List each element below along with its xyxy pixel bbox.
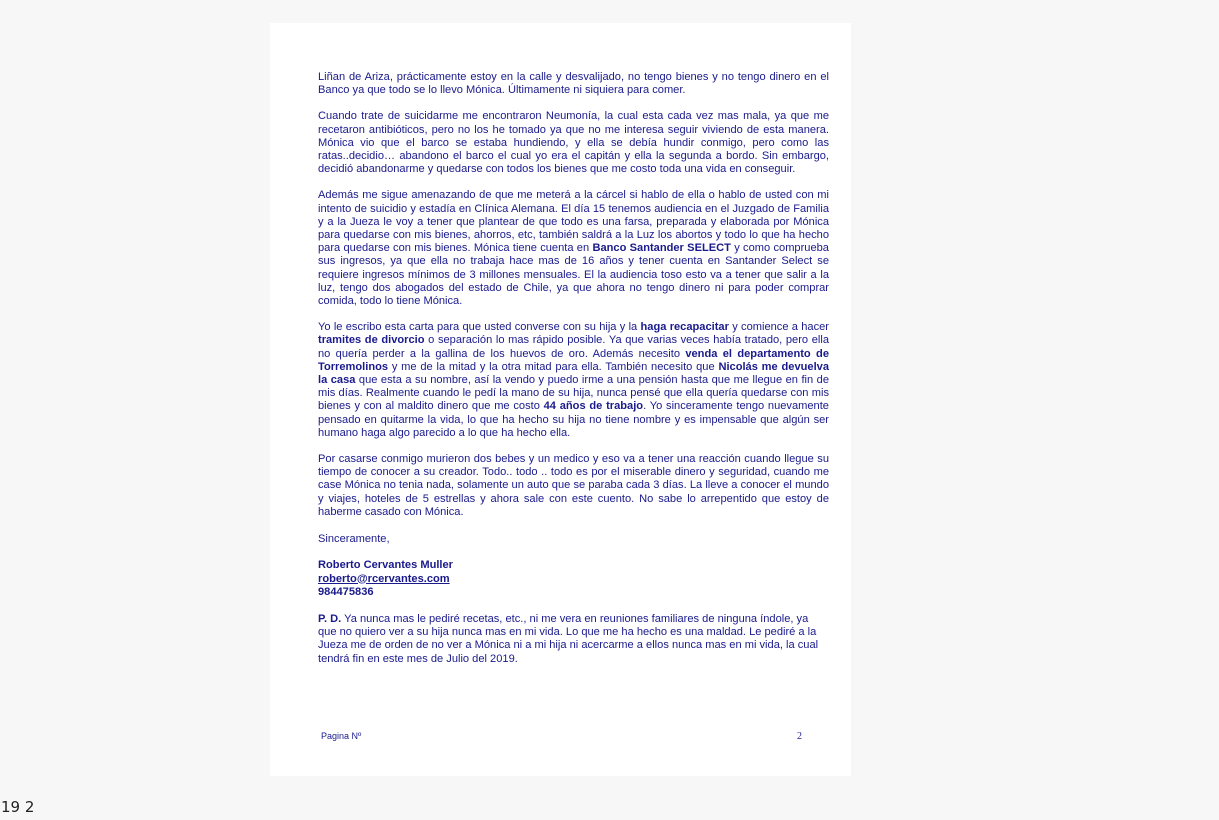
document-page — [270, 23, 851, 776]
viewer-page-indicator: 19 2 — [1, 798, 35, 816]
signature-name: Roberto Cervantes Muller — [318, 559, 454, 572]
closing-salutation: Sinceramente, — [318, 533, 390, 546]
footer-page-number: 2 — [797, 731, 802, 742]
paragraph-5: Por casarse conmigo murieron dos bebes y un medico y eso va a tener una reacción cuando llegue su tiempo de conocer a su creador. Todo.. todo .. todo es por el miserable dinero y seguridad, cuando me case Mónica no tenia nada, solamente un auto que se paraba cada 3 días. La lleve a conocer el mundo y viajes, hoteles de 5 estrellas y ahora sale con este cuento. No sabe lo arrepentido que estoy de haberme casado con Mónica. — [318, 453, 829, 518]
paragraph-2: Cuando trate de suicidarme me encontraron Neumonía, la cual esta cada vez mas mala, ya que me recetaron antibióticos, pero no los he tomado ya que no me interesa seguir viviendo de esta manera. Mónica vio que el barco se estaba hundiendo, y ella se debía hundir conmigo, pero como las ratas..decidio… abandono el barco el cual yo era el capitán y ella la segunda a bordo. Sin embargo, decidió abandonarme y quedarse con todos los bienes que me costo toda una vida en conseguir. — [318, 110, 829, 176]
letter-body — [318, 71, 829, 679]
paragraph-3: Además me sigue amenazando de que me meterá a la cárcel si hablo de ella o hablo de usted con mi intento de suicidio y estadía en Clínica Alemana. El día 15 tenemos audiencia en el Juzgado de Familia y a la Jueza le voy a tener que plantear de que todo es una farsa, preparada y elaborada por Mónica para quedarse con mis bienes, ahorros, etc, también saldrá a la Luz los abortos y todo lo que ha hecho para quedarse con mis bienes. Mónica tiene cuenta en Banco Santander SELECT y como comprueba sus ingresos, ya que ella no trabaja hace mas de 16 años y tener cuenta en Santander Select se requiere ingresos mínimos de 3 millones mensuales. El la audiencia toso esto va a tener que salir a la luz, tengo dos abogados del estado de Chile, ya que ahora no tengo dinero ni para poder comprar comida, todo lo tiene Mónica. — [318, 189, 829, 308]
footer-page-label: Pagina Nº — [321, 731, 362, 741]
signature-email-link[interactable]: roberto@rcervantes.com — [318, 572, 450, 585]
postscript: P. D. Ya nunca mas le pediré recetas, etc., ni me vera en reuniones familiares de ninguna índole, ya que no quiero ver a su hija nunca mas en mi vida. Lo que me ha hecho es una maldad. Le pediré a la Jueza me de orden de no ver a Mónica ni a mi hija ni acercarme a ellos nunca mas en mi vida, la cual tendrá fin en este mes de Julio del 2019. — [318, 612, 819, 665]
paragraph-4: Yo le escribo esta carta para que usted converse con su hija y la haga recapacitar y comience a hacer tramites de divorcio o separación lo mas rápido posible. Ya que varias veces había tratado, pero ella no quería perder a la gallina de los huevos de oro. Además necesito venda el departamento de Torremolinos y me de la mitad y la otra mitad para ella. También necesito que Nicolás me devuelva la casa que esta a su nombre, así la vendo y puedo irme a una pensión hasta que me llegue en fin de mis días. Realmente cuando le pedí la mano de su hija, nunca pensé que ella quería quedarse con mis bienes y con al maldito dinero que me costo 44 años de trabajo. Yo sinceramente tengo nuevamente pensado en quitarme la vida, lo que ha hecho su hija no tiene nombre y es impensable que algún ser humano haga algo parecido a lo que ha hecho ella. — [318, 321, 829, 439]
paragraph-1: Liñan de Ariza, prácticamente estoy en la calle y desvalijado, no tengo bienes y no tengo dinero en el Banco ya que todo se lo llevo Mónica. Últimamente ni siquiera para comer. — [318, 71, 829, 97]
signature-phone: 984475836 — [318, 585, 374, 598]
signature-block — [318, 559, 829, 599]
